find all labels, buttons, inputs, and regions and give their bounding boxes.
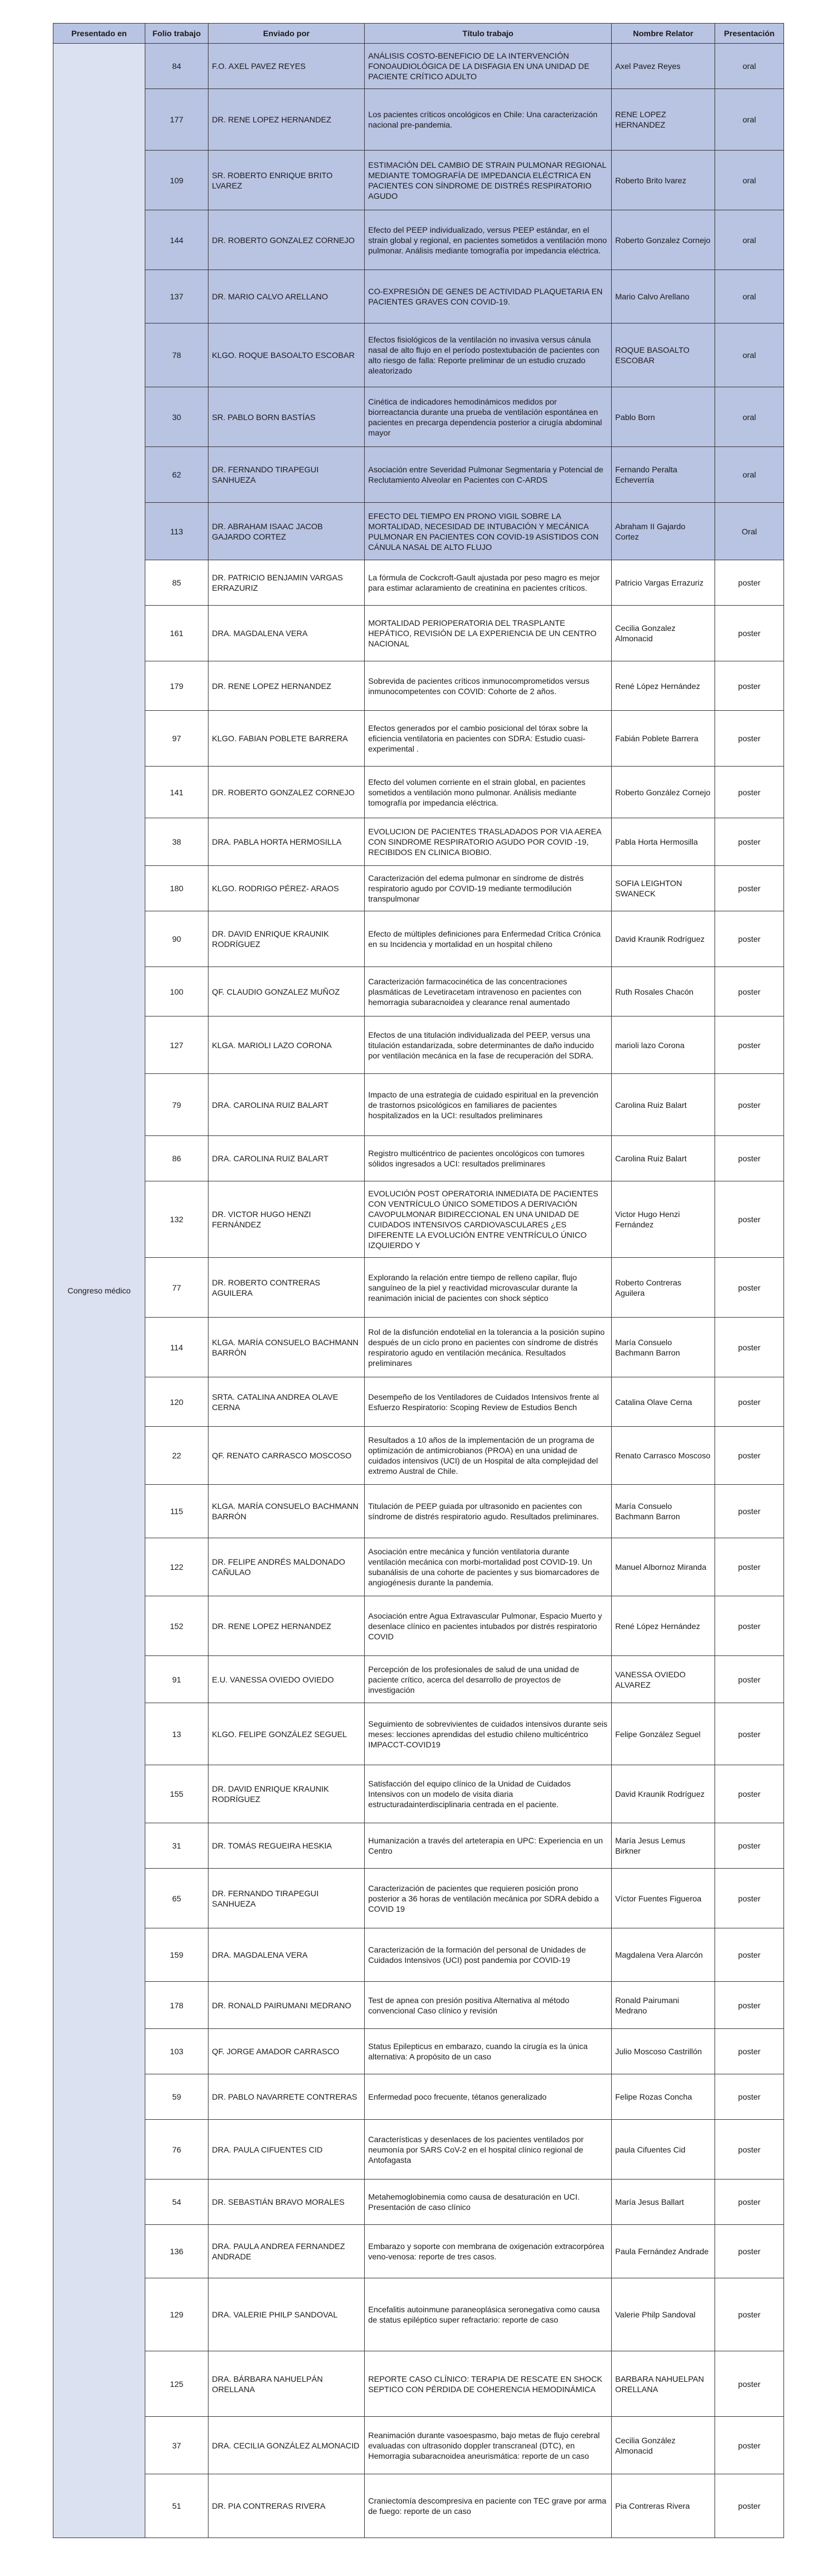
- enviado-cell: SRTA. CATALINA ANDREA OLAVE CERNA: [209, 1377, 365, 1427]
- titulo-cell: EVOLUCIÓN POST OPERATORIA INMEDIATA DE PACIENTES CON VENTRÍCULO ÚNICO SOMETIDOS A DERIVACIÓN CAVOPULMONAR BIDIRECCIONAL EN UNA UNIDAD DE CUIDADOS INTENSIVOS CARDIOVASCULARES ¿ES DIFERENTE LA EVOLUCIÓN ENTRE VENTRÍCULO ÚNICO IZQUIERDO Y: [365, 1181, 612, 1258]
- table-row: [53, 2225, 784, 2278]
- folio-cell: 152: [145, 1596, 209, 1656]
- titulo-cell: Efectos generados por el cambio posicional del tórax sobre la eficiencia ventilatoria en pacientes con SDRA: Estudio cuasi-experimental .: [365, 711, 612, 767]
- presentacion-cell: poster: [715, 1869, 784, 1928]
- folio-cell: 159: [145, 1928, 209, 1982]
- table-row: [53, 2278, 784, 2351]
- relator-cell: marioli lazo Corona: [612, 1016, 715, 1074]
- col-presentado-en: Presentado en: [53, 24, 145, 44]
- titulo-cell: Encefalitis autoinmune paraneoplásica seronegativa como causa de status epiléptico super refractario: reporte de caso: [365, 2278, 612, 2351]
- enviado-cell: KLGA. MARÍA CONSUELO BACHMANN BARRÓN: [209, 1485, 365, 1538]
- presentacion-cell: poster: [715, 1485, 784, 1538]
- titulo-cell: Características y desenlaces de los pacientes ventilados por neumonía por SARS CoV-2 en el hospital clínico regional de Antofagasta: [365, 2120, 612, 2180]
- titulo-cell: Asociación entre Severidad Pulmonar Segmentaria y Potencial de Reclutamiento Alveolar en Pacientes con C-ARDS: [365, 447, 612, 503]
- titulo-cell: Impacto de una estrategia de cuidado espiritual en la prevención de trastornos psicológicos en familiares de pacientes hospitalizados en la UCI: resultados preliminares: [365, 1074, 612, 1136]
- folio-cell: 103: [145, 2029, 209, 2074]
- enviado-cell: QF. CLAUDIO GONZALEZ MUÑOZ: [209, 967, 365, 1016]
- folio-cell: 65: [145, 1869, 209, 1928]
- presentacion-cell: poster: [715, 1823, 784, 1869]
- presentacion-cell: poster: [715, 1181, 784, 1258]
- folio-cell: 100: [145, 967, 209, 1016]
- table-row: [53, 210, 784, 270]
- enviado-cell: DR. TOMÁS REGUEIRA HESKIA: [209, 1823, 365, 1869]
- relator-cell: ROQUE BASOALTO ESCOBAR: [612, 324, 715, 387]
- folio-cell: 51: [145, 2474, 209, 2538]
- relator-cell: Victor Hugo Henzi Fernández: [612, 1181, 715, 1258]
- enviado-cell: E.U. VANESSA OVIEDO OVIEDO: [209, 1656, 365, 1703]
- relator-cell: Roberto González Cornejo: [612, 767, 715, 818]
- table-row: [53, 911, 784, 967]
- titulo-cell: Desempeño de los Ventiladores de Cuidados Intensivos frente al Esfuerzo Respiratorio: Scoping Review de Estudios Bench: [365, 1377, 612, 1427]
- folio-cell: 86: [145, 1136, 209, 1181]
- enviado-cell: DR. FERNANDO TIRAPEGUI SANHUEZA: [209, 1869, 365, 1928]
- presentacion-cell: poster: [715, 1318, 784, 1377]
- titulo-cell: Metahemoglobinemia como causa de desaturación en UCI. Presentación de caso clínico: [365, 2180, 612, 2225]
- titulo-cell: Seguimiento de sobrevivientes de cuidados intensivos durante seis meses: lecciones aprendidas del estudio chileno multicéntrico IMPACCT-COVID19: [365, 1703, 612, 1765]
- enviado-cell: DR. ABRAHAM ISAAC JACOB GAJARDO CORTEZ: [209, 503, 365, 560]
- table-row: [53, 866, 784, 911]
- header-row: [53, 24, 784, 44]
- folio-cell: 84: [145, 44, 209, 89]
- table-row: [53, 1596, 784, 1656]
- presentacion-cell: oral: [715, 151, 784, 210]
- titulo-cell: Craniectomía descompresiva en paciente con TEC grave por arma de fuego: reporte de un caso: [365, 2474, 612, 2538]
- folio-cell: 30: [145, 387, 209, 447]
- folio-cell: 77: [145, 1258, 209, 1318]
- relator-cell: Catalina Olave Cerna: [612, 1377, 715, 1427]
- folio-cell: 115: [145, 1485, 209, 1538]
- folio-cell: 76: [145, 2120, 209, 2180]
- enviado-cell: DR. RONALD PAIRUMANI MEDRANO: [209, 1982, 365, 2029]
- presentacion-cell: poster: [715, 818, 784, 866]
- table-row: [53, 387, 784, 447]
- enviado-cell: DRA. PABLA HORTA HERMOSILLA: [209, 818, 365, 866]
- enviado-cell: KLGA. MARÍA CONSUELO BACHMANN BARRÓN: [209, 1318, 365, 1377]
- table-row: [53, 1318, 784, 1377]
- presentacion-cell: poster: [715, 2225, 784, 2278]
- folio-cell: 161: [145, 606, 209, 661]
- titulo-cell: Humanización a través del arteterapia en UPC: Experiencia en un Centro: [365, 1823, 612, 1869]
- presentacion-cell: oral: [715, 270, 784, 324]
- enviado-cell: F.O. AXEL PAVEZ REYES: [209, 44, 365, 89]
- col-presentacion: Presentación: [715, 24, 784, 44]
- relator-cell: Paula Fernández Andrade: [612, 2225, 715, 2278]
- folio-cell: 120: [145, 1377, 209, 1427]
- presentacion-cell: poster: [715, 2351, 784, 2417]
- folio-cell: 180: [145, 866, 209, 911]
- relator-cell: Felipe González Seguel: [612, 1703, 715, 1765]
- presentacion-cell: oral: [715, 89, 784, 151]
- relator-cell: Abraham II Gajardo Cortez: [612, 503, 715, 560]
- titulo-cell: Efecto del PEEP individualizado, versus PEEP estándar, en el strain global y regional, en pacientes sometidos a ventilación mono pulmonar. Análisis mediante tomografía por impedancia eléctrica.: [365, 210, 612, 270]
- presentacion-cell: poster: [715, 711, 784, 767]
- relator-cell: Renato Carrasco Moscoso: [612, 1427, 715, 1485]
- relator-cell: Pia Contreras Rivera: [612, 2474, 715, 2538]
- enviado-cell: DR. FELIPE ANDRÉS MALDONADO CAÑULAO: [209, 1538, 365, 1596]
- titulo-cell: Sobrevida de pacientes críticos inmunocomprometidos versus inmunocompetentes con COVID: Cohorte de 2 años.: [365, 661, 612, 711]
- presentacion-cell: poster: [715, 560, 784, 606]
- folio-cell: 179: [145, 661, 209, 711]
- folio-cell: 78: [145, 324, 209, 387]
- table-row: [53, 711, 784, 767]
- relator-cell: Valerie Philp Sandoval: [612, 2278, 715, 2351]
- table-row: [53, 1427, 784, 1485]
- titulo-cell: Status Epilepticus en embarazo, cuando la cirugía es la única alternativa: A propósito de un caso: [365, 2029, 612, 2074]
- table-row: [53, 324, 784, 387]
- relator-cell: BARBARA NAHUELPAN ORELLANA: [612, 2351, 715, 2417]
- presentacion-cell: poster: [715, 1377, 784, 1427]
- titulo-cell: Los pacientes críticos oncológicos en Chile: Una caracterización nacional pre-pandemia.: [365, 89, 612, 151]
- presentacion-cell: poster: [715, 2417, 784, 2474]
- titulo-cell: Efecto del volumen corriente en el strain global, en pacientes sometidos a ventilación mono pulmonar. Análisis mediante tomografía por impedancia eléctrica.: [365, 767, 612, 818]
- table-row: [53, 1928, 784, 1982]
- relator-cell: Roberto Brito lvarez: [612, 151, 715, 210]
- relator-cell: RENE LOPEZ HERNANDEZ: [612, 89, 715, 151]
- presentacion-cell: poster: [715, 2120, 784, 2180]
- relator-cell: Carolina Ruiz Balart: [612, 1074, 715, 1136]
- folio-cell: 37: [145, 2417, 209, 2474]
- folio-cell: 132: [145, 1181, 209, 1258]
- presentacion-cell: poster: [715, 1703, 784, 1765]
- titulo-cell: ESTIMACIÓN DEL CAMBIO DE STRAIN PULMONAR REGIONAL MEDIANTE TOMOGRAFÍA DE IMPEDANCIA ELÉCTRICA EN PACIENTES CON SÍNDROME DE DISTRÉS RESPIRATORIO AGUDO: [365, 151, 612, 210]
- enviado-cell: SR. ROBERTO ENRIQUE BRITO LVAREZ: [209, 151, 365, 210]
- presentacion-cell: poster: [715, 1765, 784, 1823]
- titulo-cell: Resultados a 10 años de la implementación de un programa de optimización de antimicrobianos (PROA) en una unidad de cuidados intensivos (UCI) de un Hospital de alta complejidad del extremo Austral de Chile.: [365, 1427, 612, 1485]
- relator-cell: Patricio Vargas Errazuriz: [612, 560, 715, 606]
- relator-cell: Víctor Fuentes Figueroa: [612, 1869, 715, 1928]
- relator-cell: René López Hernández: [612, 1596, 715, 1656]
- relator-cell: Pablo Born: [612, 387, 715, 447]
- presentacion-cell: oral: [715, 324, 784, 387]
- presentacion-cell: Oral: [715, 503, 784, 560]
- enviado-cell: DR. FERNANDO TIRAPEGUI SANHUEZA: [209, 447, 365, 503]
- folio-cell: 129: [145, 2278, 209, 2351]
- titulo-cell: Explorando la relación entre tiempo de relleno capilar, flujo sanguíneo de la piel y reactividad microvascular durante la reanimación inicial de pacientes con shock séptico: [365, 1258, 612, 1318]
- relator-cell: Felipe Rozas Concha: [612, 2074, 715, 2120]
- presentacion-cell: poster: [715, 661, 784, 711]
- table-row: [53, 1869, 784, 1928]
- table-row: [53, 818, 784, 866]
- enviado-cell: DR. DAVID ENRIQUE KRAUNIK RODRÍGUEZ: [209, 911, 365, 967]
- enviado-cell: DR. PATRICIO BENJAMIN VARGAS ERRAZURIZ: [209, 560, 365, 606]
- folio-cell: 54: [145, 2180, 209, 2225]
- relator-cell: Magdalena Vera Alarcón: [612, 1928, 715, 1982]
- presentacion-cell: oral: [715, 210, 784, 270]
- relator-cell: Axel Pavez Reyes: [612, 44, 715, 89]
- titulo-cell: Test de apnea con presión positiva Alternativa al método convencional Caso clínico y revisión: [365, 1982, 612, 2029]
- presentacion-cell: poster: [715, 2029, 784, 2074]
- enviado-cell: KLGO. ROQUE BASOALTO ESCOBAR: [209, 324, 365, 387]
- presentacion-cell: poster: [715, 1074, 784, 1136]
- titulo-cell: Caracterización de la formación del personal de Unidades de Cuidados Intensivos (UCI) post pandemia por COVID-19: [365, 1928, 612, 1982]
- enviado-cell: DRA. BÁRBARA NAHUELPÁN ORELLANA: [209, 2351, 365, 2417]
- table-row: [53, 1258, 784, 1318]
- presentacion-cell: poster: [715, 606, 784, 661]
- titulo-cell: MORTALIDAD PERIOPERATORIA DEL TRASPLANTE HEPÁTICO, REVISIÓN DE LA EXPERIENCIA DE UN CENTRO NACIONAL: [365, 606, 612, 661]
- table-row: [53, 1485, 784, 1538]
- relator-cell: paula Cifuentes Cid: [612, 2120, 715, 2180]
- titulo-cell: Embarazo y soporte con membrana de oxigenación extracorpórea veno-venosa: reporte de tres casos.: [365, 2225, 612, 2278]
- folio-cell: 59: [145, 2074, 209, 2120]
- titulo-cell: Titulación de PEEP guiada por ultrasonido en pacientes con síndrome de distrés respiratorio agudo. Resultados preliminares.: [365, 1485, 612, 1538]
- titulo-cell: Rol de la disfunción endotelial en la tolerancia a la posición supino después de un ciclo prono en pacientes con síndrome de distrés respiratorio agudo en ventilación mecánica. Resultados preliminares: [365, 1318, 612, 1377]
- titulo-cell: Reanimación durante vasoespasmo, bajo metas de flujo cerebral evaluadas con ultrasonido doppler transcraneal (DTC), en Hemorragia subaracnoidea aneurismática: reporte de un caso: [365, 2417, 612, 2474]
- relator-cell: Cecilia Gonzalez Almonacid: [612, 606, 715, 661]
- folio-cell: 113: [145, 503, 209, 560]
- relator-cell: Pabla Horta Hermosilla: [612, 818, 715, 866]
- table-row: [53, 89, 784, 151]
- table-row: [53, 2417, 784, 2474]
- titulo-cell: Efectos de una titulación individualizada del PEEP, versus una titulación estandarizada, sobre determinantes de daño inducido por ventilación mecánica en la fase de recuperación del SDRA.: [365, 1016, 612, 1074]
- relator-cell: María Consuelo Bachmann Barron: [612, 1485, 715, 1538]
- enviado-cell: QF. JORGE AMADOR CARRASCO: [209, 2029, 365, 2074]
- relator-cell: María Jesus Lemus Birkner: [612, 1823, 715, 1869]
- works-table: [53, 23, 784, 2538]
- titulo-cell: ANÁLISIS COSTO-BENEFICIO DE LA INTERVENCIÓN FONOAUDIOLÓGICA DE LA DISFAGIA EN UNA UNIDAD DE PACIENTE CRÍTICO ADULTO: [365, 44, 612, 89]
- titulo-cell: Caracterización farmacocinética de las concentraciones plasmáticas de Levetiracetam intravenoso en pacientes con hemorragia subaracnoidea y clearance renal aumentado: [365, 967, 612, 1016]
- table-row: [53, 2180, 784, 2225]
- presentacion-cell: poster: [715, 1928, 784, 1982]
- presentacion-cell: poster: [715, 767, 784, 818]
- presentacion-cell: poster: [715, 1656, 784, 1703]
- enviado-cell: DRA. CECILIA GONZÁLEZ ALMONACID: [209, 2417, 365, 2474]
- relator-cell: Ronald Pairumani Medrano: [612, 1982, 715, 2029]
- titulo-cell: Efectos fisiológicos de la ventilación no invasiva versus cánula nasal de alto flujo en el período postextubación de pacientes con alto riesgo de falla: Reporte preliminar de un estudio cruzado aleatorizado: [365, 324, 612, 387]
- presentacion-cell: poster: [715, 866, 784, 911]
- col-folio: Folio trabajo: [145, 24, 209, 44]
- folio-cell: 90: [145, 911, 209, 967]
- table-row: [53, 1538, 784, 1596]
- table-row: [53, 661, 784, 711]
- table-row: [53, 151, 784, 210]
- enviado-cell: DR. VICTOR HUGO HENZI FERNÁNDEZ: [209, 1181, 365, 1258]
- titulo-cell: Cinética de indicadores hemodinámicos medidos por biorreactancia durante una prueba de ventilación espontánea en pacientes en precarga dependencia posterior a cirugía abdominal mayor: [365, 387, 612, 447]
- table-row: [53, 1703, 784, 1765]
- table-row: [53, 2474, 784, 2538]
- presentacion-cell: poster: [715, 1258, 784, 1318]
- enviado-cell: DR. MARIO CALVO ARELLANO: [209, 270, 365, 324]
- enviado-cell: DR. RENE LOPEZ HERNANDEZ: [209, 1596, 365, 1656]
- presentacion-cell: poster: [715, 1596, 784, 1656]
- folio-cell: 97: [145, 711, 209, 767]
- folio-cell: 155: [145, 1765, 209, 1823]
- relator-cell: Roberto Contreras Aguilera: [612, 1258, 715, 1318]
- folio-cell: 85: [145, 560, 209, 606]
- enviado-cell: DR. RENE LOPEZ HERNANDEZ: [209, 661, 365, 711]
- table-row: [53, 1377, 784, 1427]
- folio-cell: 79: [145, 1074, 209, 1136]
- folio-cell: 178: [145, 1982, 209, 2029]
- presentacion-cell: oral: [715, 387, 784, 447]
- titulo-cell: Satisfacción del equipo clínico de la Unidad de Cuidados Intensivos con un modelo de visita diaria estructuradainterdisciplinaria centrada en el paciente.: [365, 1765, 612, 1823]
- enviado-cell: DRA. MAGDALENA VERA: [209, 606, 365, 661]
- relator-cell: Mario Calvo Arellano: [612, 270, 715, 324]
- table-row: [53, 270, 784, 324]
- enviado-cell: DR. PIA CONTRERAS RIVERA: [209, 2474, 365, 2538]
- presentacion-cell: poster: [715, 1016, 784, 1074]
- presentacion-cell: poster: [715, 2278, 784, 2351]
- enviado-cell: DR. ROBERTO CONTRERAS AGUILERA: [209, 1258, 365, 1318]
- table-row: [53, 767, 784, 818]
- relator-cell: María Consuelo Bachmann Barron: [612, 1318, 715, 1377]
- presentacion-cell: poster: [715, 2180, 784, 2225]
- folio-cell: 137: [145, 270, 209, 324]
- relator-cell: Fabián Poblete Barrera: [612, 711, 715, 767]
- folio-cell: 91: [145, 1656, 209, 1703]
- relator-cell: VANESSA OVIEDO ALVAREZ: [612, 1656, 715, 1703]
- relator-cell: Roberto Gonzalez Cornejo: [612, 210, 715, 270]
- folio-cell: 136: [145, 2225, 209, 2278]
- enviado-cell: DR. ROBERTO GONZALEZ CORNEJO: [209, 210, 365, 270]
- folio-cell: 177: [145, 89, 209, 151]
- table-row: [53, 2029, 784, 2074]
- enviado-cell: DR. DAVID ENRIQUE KRAUNIK RODRÍGUEZ: [209, 1765, 365, 1823]
- enviado-cell: DRA. VALERIE PHILP SANDOVAL: [209, 2278, 365, 2351]
- titulo-cell: Registro multicéntrico de pacientes oncológicos con tumores sólidos ingresados a UCI: resultados preliminares: [365, 1136, 612, 1181]
- relator-cell: David Kraunik Rodríguez: [612, 1765, 715, 1823]
- relator-cell: René López Hernández: [612, 661, 715, 711]
- presentacion-cell: poster: [715, 2074, 784, 2120]
- relator-cell: David Kraunik Rodríguez: [612, 911, 715, 967]
- titulo-cell: Asociación entre mecánica y función ventilatoria durante ventilación mecánica con morbi-mortalidad post COVID-19. Un subanálisis de una cohorte de pacientes y sus biomarcadores de angiogénesis durante la pandemia.: [365, 1538, 612, 1596]
- presentacion-cell: poster: [715, 1538, 784, 1596]
- enviado-cell: DRA. PAULA ANDREA FERNANDEZ ANDRADE: [209, 2225, 365, 2278]
- titulo-cell: Caracterización del edema pulmonar en síndrome de distrés respiratorio agudo por COVID-19 mediante termodilución transpulmonar: [365, 866, 612, 911]
- folio-cell: 38: [145, 818, 209, 866]
- relator-cell: SOFIA LEIGHTON SWANECK: [612, 866, 715, 911]
- enviado-cell: DR. PABLO NAVARRETE CONTRERAS: [209, 2074, 365, 2120]
- enviado-cell: QF. RENATO CARRASCO MOSCOSO: [209, 1427, 365, 1485]
- enviado-cell: KLGO. FABIAN POBLETE BARRERA: [209, 711, 365, 767]
- table-row: [53, 1656, 784, 1703]
- relator-cell: Julio Moscoso Castrillón: [612, 2029, 715, 2074]
- folio-cell: 13: [145, 1703, 209, 1765]
- titulo-cell: Enfermedad poco frecuente, tétanos generalizado: [365, 2074, 612, 2120]
- table-row: [53, 44, 784, 89]
- enviado-cell: DRA. CAROLINA RUIZ BALART: [209, 1136, 365, 1181]
- presentacion-cell: oral: [715, 447, 784, 503]
- table-row: [53, 606, 784, 661]
- table-row: [53, 2351, 784, 2417]
- enviado-cell: KLGO. FELIPE GONZÁLEZ SEGUEL: [209, 1703, 365, 1765]
- titulo-cell: Efecto de múltiples definiciones para Enfermedad Crítica Crónica en su Incidencia y mortalidad en un hospital chileno: [365, 911, 612, 967]
- table-row: [53, 1016, 784, 1074]
- titulo-cell: Caracterización de pacientes que requieren posición prono posterior a 36 horas de ventilación mecánica por SDRA debido a COVID 19: [365, 1869, 612, 1928]
- folio-cell: 62: [145, 447, 209, 503]
- sheet: [53, 23, 783, 2538]
- folio-cell: 114: [145, 1318, 209, 1377]
- enviado-cell: DRA. CAROLINA RUIZ BALART: [209, 1074, 365, 1136]
- titulo-cell: EVOLUCION DE PACIENTES TRASLADADOS POR VIA AEREA CON SINDROME RESPIRATORIO AGUDO POR COVID -19, RECIBIDOS EN CLINICA BIOBIO.: [365, 818, 612, 866]
- enviado-cell: KLGA. MARIOLI LAZO CORONA: [209, 1016, 365, 1074]
- enviado-cell: DR. SEBASTIÁN BRAVO MORALES: [209, 2180, 365, 2225]
- relator-cell: Cecilia González Almonacid: [612, 2417, 715, 2474]
- titulo-cell: REPORTE CASO CLÍNICO: TERAPIA DE RESCATE EN SHOCK SEPTICO CON PÉRDIDA DE COHERENCIA HEMODINÁMICA: [365, 2351, 612, 2417]
- titulo-cell: CO-EXPRESIÓN DE GENES DE ACTIVIDAD PLAQUETARIA EN PACIENTES GRAVES CON COVID-19.: [365, 270, 612, 324]
- relator-cell: Fernando Peralta Echeverría: [612, 447, 715, 503]
- table-row: [53, 2120, 784, 2180]
- table-row: [53, 1823, 784, 1869]
- table-row: [53, 1136, 784, 1181]
- presentacion-cell: oral: [715, 44, 784, 89]
- col-relator: Nombre Relator: [612, 24, 715, 44]
- presentacion-cell: poster: [715, 2474, 784, 2538]
- titulo-cell: Asociación entre Agua Extravascular Pulmonar, Espacio Muerto y desenlace clínico en pacientes intubados por distrés respiratorio COVID: [365, 1596, 612, 1656]
- table-row: [53, 1982, 784, 2029]
- col-enviado-por: Enviado por: [209, 24, 365, 44]
- table-row: [53, 2074, 784, 2120]
- group-cell: Congreso médico: [53, 44, 145, 2538]
- presentacion-cell: poster: [715, 967, 784, 1016]
- enviado-cell: KLGO. RODRIGO PÉREZ- ARAOS: [209, 866, 365, 911]
- enviado-cell: DR. ROBERTO GONZALEZ CORNEJO: [209, 767, 365, 818]
- folio-cell: 122: [145, 1538, 209, 1596]
- folio-cell: 22: [145, 1427, 209, 1485]
- table-body: [53, 44, 784, 2538]
- folio-cell: 141: [145, 767, 209, 818]
- titulo-cell: Percepción de los profesionales de salud de una unidad de paciente crítico, acerca del desarrollo de proyectos de investigación: [365, 1656, 612, 1703]
- table-row: [53, 447, 784, 503]
- presentacion-cell: poster: [715, 1427, 784, 1485]
- table-row: [53, 1181, 784, 1258]
- relator-cell: Ruth Rosales Chacón: [612, 967, 715, 1016]
- titulo-cell: EFECTO DEL TIEMPO EN PRONO VIGIL SOBRE LA MORTALIDAD, NECESIDAD DE INTUBACIÓN Y MECÁNICA PULMONAR EN PACIENTES CON COVID-19 ASISTIDOS CON CÁNULA NASAL DE ALTO FLUJO: [365, 503, 612, 560]
- table-row: [53, 967, 784, 1016]
- enviado-cell: SR. PABLO BORN BASTÍAS: [209, 387, 365, 447]
- relator-cell: Manuel Albornoz Miranda: [612, 1538, 715, 1596]
- folio-cell: 31: [145, 1823, 209, 1869]
- folio-cell: 127: [145, 1016, 209, 1074]
- titulo-cell: La fórmula de Cockcroft-Gault ajustada por peso magro es mejor para estimar aclaramiento de creatinina en pacientes críticos.: [365, 560, 612, 606]
- relator-cell: Carolina Ruiz Balart: [612, 1136, 715, 1181]
- table-row: [53, 1765, 784, 1823]
- folio-cell: 144: [145, 210, 209, 270]
- enviado-cell: DRA. MAGDALENA VERA: [209, 1928, 365, 1982]
- presentacion-cell: poster: [715, 1136, 784, 1181]
- relator-cell: María Jesus Ballart: [612, 2180, 715, 2225]
- table-row: [53, 560, 784, 606]
- presentacion-cell: poster: [715, 911, 784, 967]
- presentacion-cell: poster: [715, 1982, 784, 2029]
- table-row: [53, 1074, 784, 1136]
- folio-cell: 109: [145, 151, 209, 210]
- enviado-cell: DRA. PAULA CIFUENTES CID: [209, 2120, 365, 2180]
- col-titulo: Título trabajo: [365, 24, 612, 44]
- table-row: [53, 503, 784, 560]
- enviado-cell: DR. RENE LOPEZ HERNANDEZ: [209, 89, 365, 151]
- folio-cell: 125: [145, 2351, 209, 2417]
